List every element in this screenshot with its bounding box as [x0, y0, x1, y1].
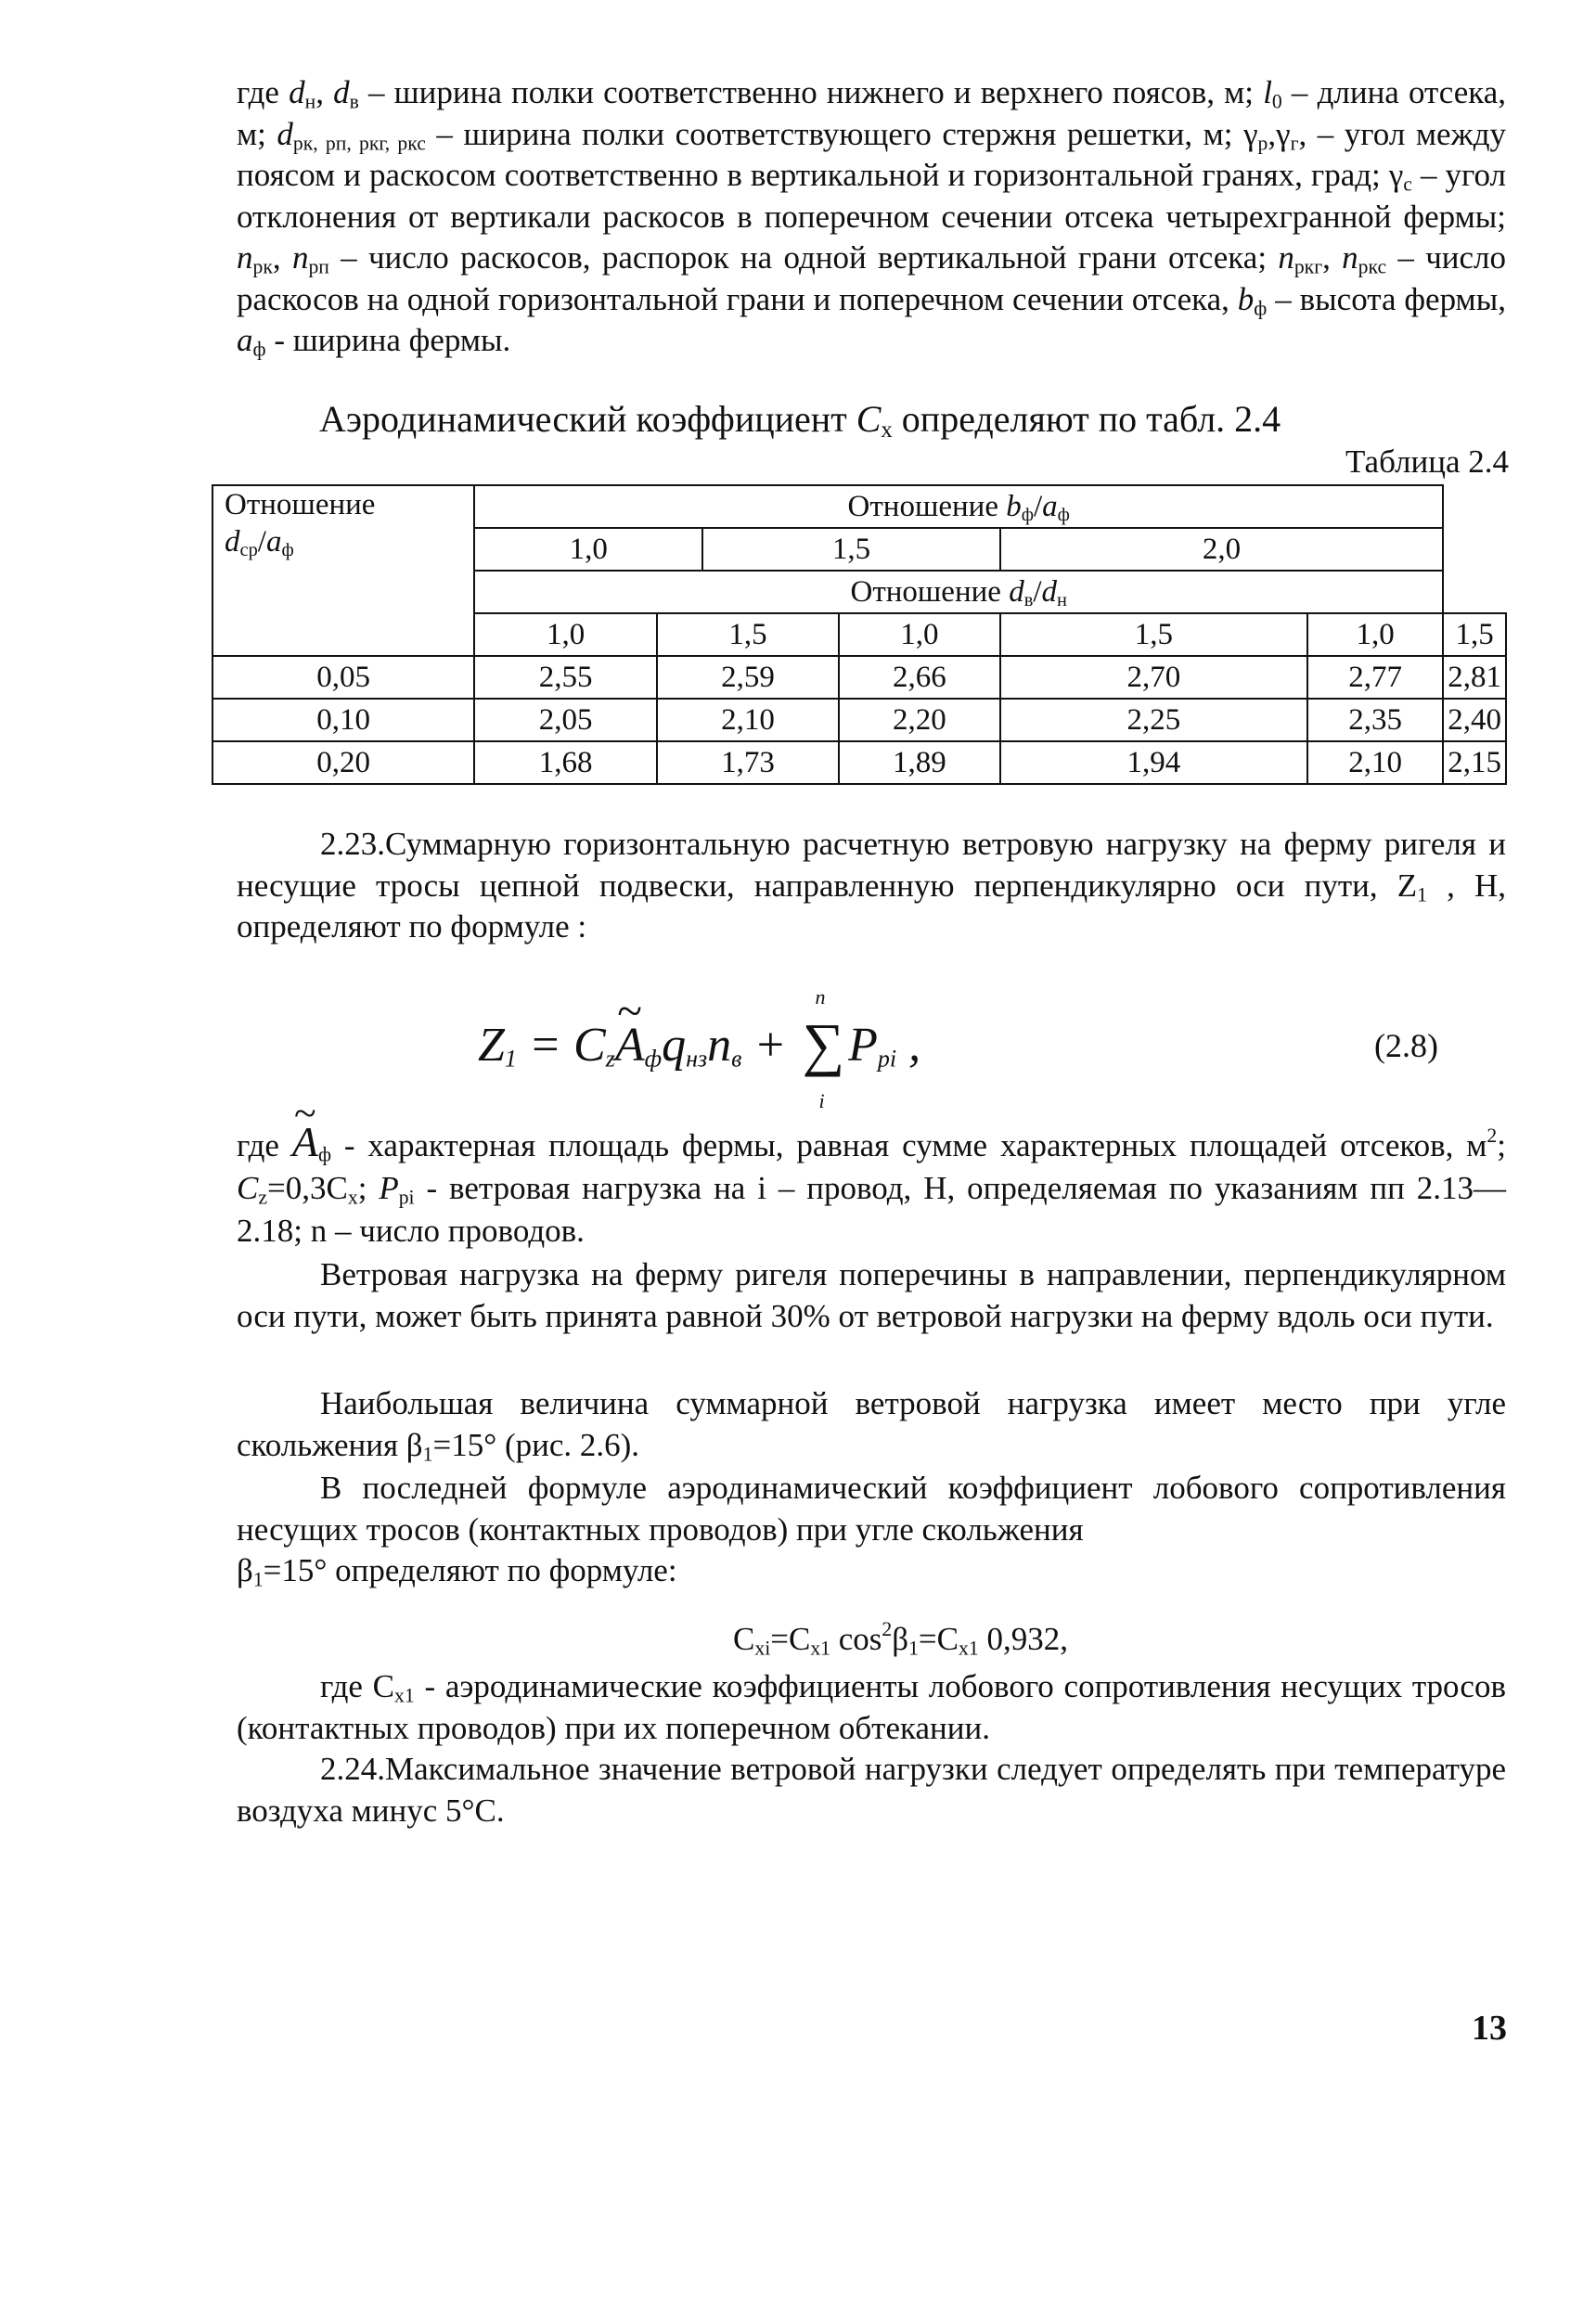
formula-number: (2.8) — [1374, 1027, 1438, 1064]
row-label: 0,10 — [212, 699, 474, 741]
bf-value: 2,0 — [1000, 528, 1444, 571]
table-cell: 1,68 — [474, 741, 657, 784]
paragraph-max-load: Наибольшая величина суммарной ветровой нагрузка имеет место при угле скольжения $\beta_1=15^\circ$ (рис. 2.6). — [237, 1385, 1506, 1465]
table-cell: 2,70 — [1000, 656, 1307, 699]
table-cell: 2,77 — [1307, 656, 1443, 699]
dd-value: 1,0 — [1307, 613, 1443, 656]
row-label: 0,05 — [212, 656, 474, 699]
sum-symbol: n ∑ i — [802, 985, 845, 1112]
table-row — [212, 741, 1506, 784]
table-cell: 2,15 — [1443, 741, 1506, 784]
table-cell: 2,05 — [474, 699, 657, 741]
bf-value: 1,0 — [474, 528, 702, 571]
table-cell: 2,40 — [1443, 699, 1506, 741]
header-ratio-dv-dn: Отношение $d_в/d_н$ — [474, 571, 1443, 613]
paragraph-where-af: где ~ $A_ф$ - характерная площадь фермы, равная сумме характерных площадей отсеков, $м^2$; $C_z=0,3C_x$; $P_{pi}$ - ветровая нагрузка на i – провод, Н, определяемая по указаниям пп 2.13—2.18; n – число проводов. — [237, 1121, 1506, 1253]
header-ratio-bf: Отношение $b_ф/a_ф$ — [474, 485, 1443, 528]
table-cell: 2,10 — [1307, 741, 1443, 784]
table-cell: 2,66 — [839, 656, 1000, 699]
table-cell: 2,55 — [474, 656, 657, 699]
table-cell: 1,73 — [657, 741, 839, 784]
page-number: 13 — [1472, 2009, 1507, 2048]
table-cell: 2,35 — [1307, 699, 1443, 741]
bf-value: 1,5 — [702, 528, 1000, 571]
table-cell: 2,81 — [1443, 656, 1506, 699]
paragraph-2-24: 2.24.Максимальное значение ветровой нагрузки следует определять при температуре воздуха минус 5°С. — [237, 1751, 1506, 1829]
row-label: 0,20 — [212, 741, 474, 784]
table-cell: 1,89 — [839, 741, 1000, 784]
table-heading: Аэродинамический коэффициент $C_x$ определяют по табл. 2.4 — [319, 398, 1281, 443]
table-cell: 1,94 — [1000, 741, 1307, 784]
table-cell: 2,20 — [839, 699, 1000, 741]
paragraph-where-cx: где $C_{x1}$ - аэродинамические коэффициенты лобового сопротивления несущих тросов (контактных проводов) при их поперечном обтекании. — [237, 1668, 1506, 1746]
coefficient-table — [212, 484, 1507, 785]
dd-value: 1,5 — [1000, 613, 1307, 656]
paragraph-last-formula-cont: $\beta_1=15^\circ$ определяют по формуле: — [237, 1552, 677, 1591]
formula-expression: $Z_1$ = $C_z\sim$ $A_фq_{нз}n_в$ + n ∑ i $P_{pi}$ , — [478, 1015, 920, 1074]
paragraph-2-23: 2.23.Суммарную горизонтальную расчетную ветровую нагрузку на ферму ригеля и несущие тросы цепной подвески, направленную перпендикулярно оси пути, $Z_1$ , Н, определяют по формуле : — [237, 826, 1506, 944]
table-cell: 2,10 — [657, 699, 839, 741]
table-row — [212, 699, 1506, 741]
dd-value: 1,5 — [1443, 613, 1506, 656]
paragraph-last-formula: В последней формуле аэродинамический коэффициент лобового сопротивления несущих тросов (контактных проводов) при угле скольжения — [237, 1470, 1506, 1548]
table-cell: 2,59 — [657, 656, 839, 699]
dd-value: 1,5 — [657, 613, 839, 656]
table-corner-header: Отношение $d_{ср}/a_ф$ — [212, 485, 474, 656]
table-cell: 2,25 — [1000, 699, 1307, 741]
formula-2-8 — [0, 985, 1596, 1112]
definitions-paragraph: где $d_н$, $d_в$ – ширина полки соответственно нижнего и верхнего поясов, м; $l_0$ – длина отсека, м; $d_{рк, рп, ркг, ркс}$ – ширина полки соответствующего стержня решетки, м; $\gamma_р,\gamma_г$, – угол между поясом и раскосом соответственно в вертикальной и горизонтальной гранях, град; $\gamma_с$ – угол отклонения от вертикали раскосов в поперечном сечении отсека четырехгранной фермы; $n_{рк}$, $n_{рп}$ – число раскосов, распорок на одной вертикальной грани отсека; $n_{ркг}$, $n_{ркс}$ – число раскосов на одной горизонтальной грани и поперечном сечении отсека, $b_ф$ – высота фермы, $a_ф$ - ширина фермы. — [237, 74, 1507, 361]
paragraph-30-percent: Ветровая нагрузка на ферму ригеля поперечины в направлении, перпендикулярном оси пути, может быть принята равной 30% от ветровой нагрузки на ферму вдоль оси пути. — [237, 1256, 1506, 1334]
dd-value: 1,0 — [839, 613, 1000, 656]
table-row — [212, 656, 1506, 699]
table-caption: Таблица 2.4 — [1345, 443, 1509, 480]
dd-value: 1,0 — [474, 613, 657, 656]
cx-formula: $C_{xi}=C_{x1}$ $\cos^2\beta_1=C_{x1}$ 0,932, — [733, 1617, 1068, 1660]
